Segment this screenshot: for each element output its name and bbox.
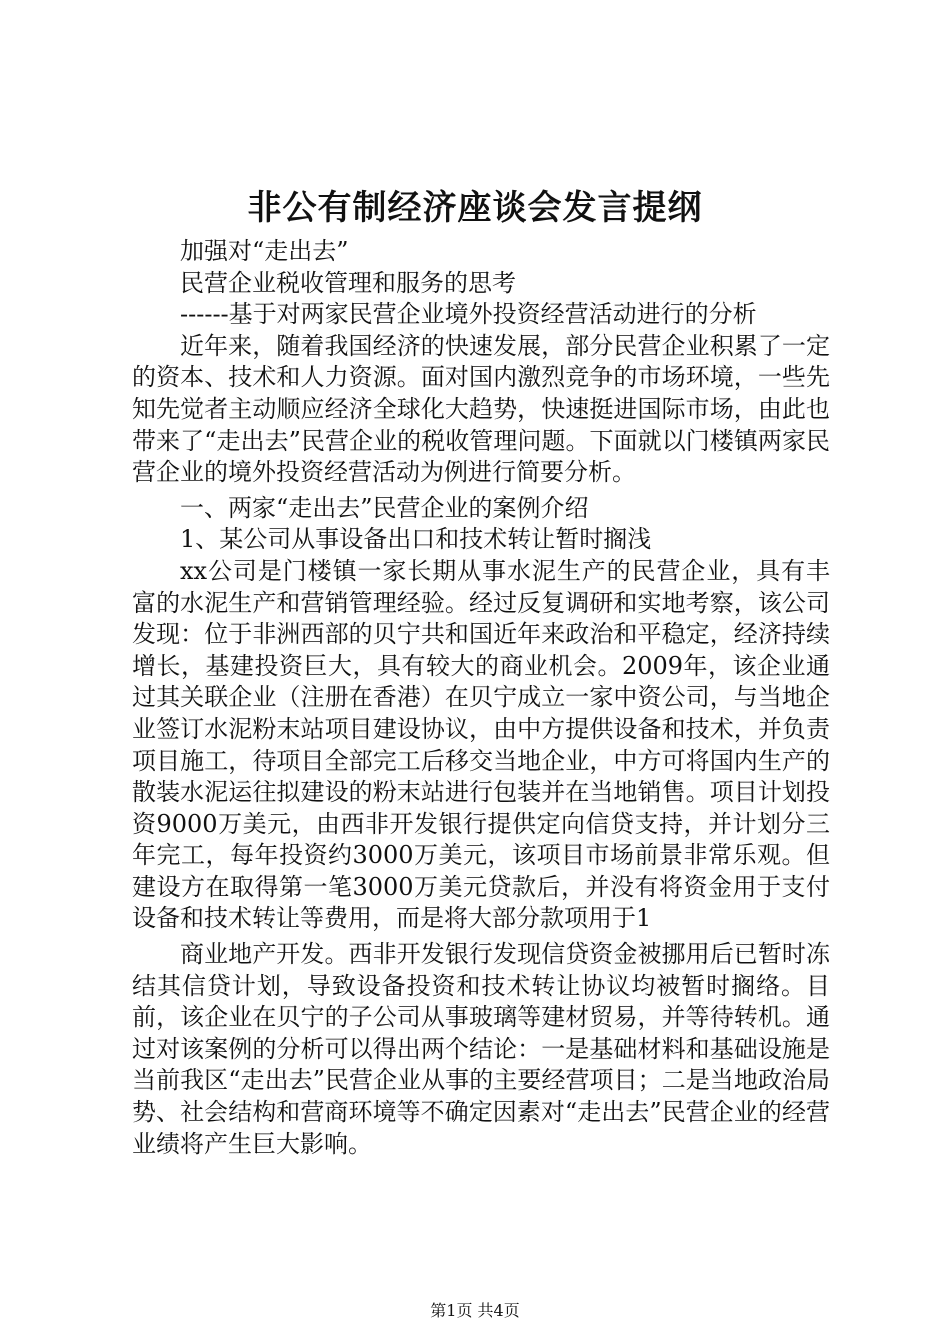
paragraph-case-detail: xx公司是门楼镇一家长期从事水泥生产的民营企业，具有丰富的水泥生产和营销管理经验。经过反复调研和实地考察，该公司发现：位于非洲西部的贝宁共和国近年来政治和平稳定，经济持续增长，基建投资巨大，具有较大的商业机会。2009年，该企业通过其关联企业（注册在香港）在贝宁成立一家中资公司，与当地企业签订水泥粉末站项目建设协议，由中方提供设备和技术，并负责项目施工，待项目全部完工后移交当地企业，中方可将国内生产的散装水泥运往拟建设的粉末站进行包装并在当地销售。项目计划投资9000万美元，由西非开发银行提供定向信贷支持，并计划分三年完工，每年投资约3000万美元，该项目市场前景非常乐观。但建设方在取得第一笔3000万美元贷款后，并没有将资金用于支付设备和技术转让等费用，而是将大部分款项用于1: [132, 556, 830, 933]
document-body: [132, 236, 830, 1160]
page-number: 第1页 共4页: [430, 1301, 520, 1320]
section-heading: 一、两家“走出去”民营企业的案例介绍: [180, 493, 589, 522]
paragraph-case-conclusion: 商业地产开发。西非开发银行发现信贷资金被挪用后已暂时冻结其信贷计划，导致设备投资和技术转让协议均被暂时搁络。目前，该企业在贝宁的子公司从事玻璃等建材贸易，并等待转机。通过对该案例的分析可以得出两个结论：一是基础材料和基础设施是当前我区“走出去”民营企业从事的主要经营项目；二是当地政治局势、社会结构和营商环境等不确定因素对“走出去”民营企业的经营业绩将产生巨大影响。: [132, 940, 830, 1158]
document-title: 非公有制经济座谈会发言提纲: [247, 188, 703, 228]
paragraph-intro: 近年来，随着我国经济的快速发展，部分民营企业积累了一定的资本、技术和人力资源。面对国内激烈竞争的市场环境，一些先知先觉者主动顺应经济全球化大趋势，快速挺进国际市场，由此也带来了“走出去”民营企业的税收管理问题。下面就以门楼镇两家民营企业的境外投资经营活动为例进行简要分析。: [132, 331, 830, 487]
case-heading: 1、某公司从事设备出口和技术转让暂时搁浅: [180, 525, 652, 554]
paragraph-heading-1: 加强对“走出去”: [180, 237, 349, 265]
paragraph-subtitle: ------基于对两家民营企业境外投资经营活动进行的分析: [180, 300, 757, 329]
paragraph-heading-2: 民营企业税收管理和服务的思考: [180, 268, 516, 297]
